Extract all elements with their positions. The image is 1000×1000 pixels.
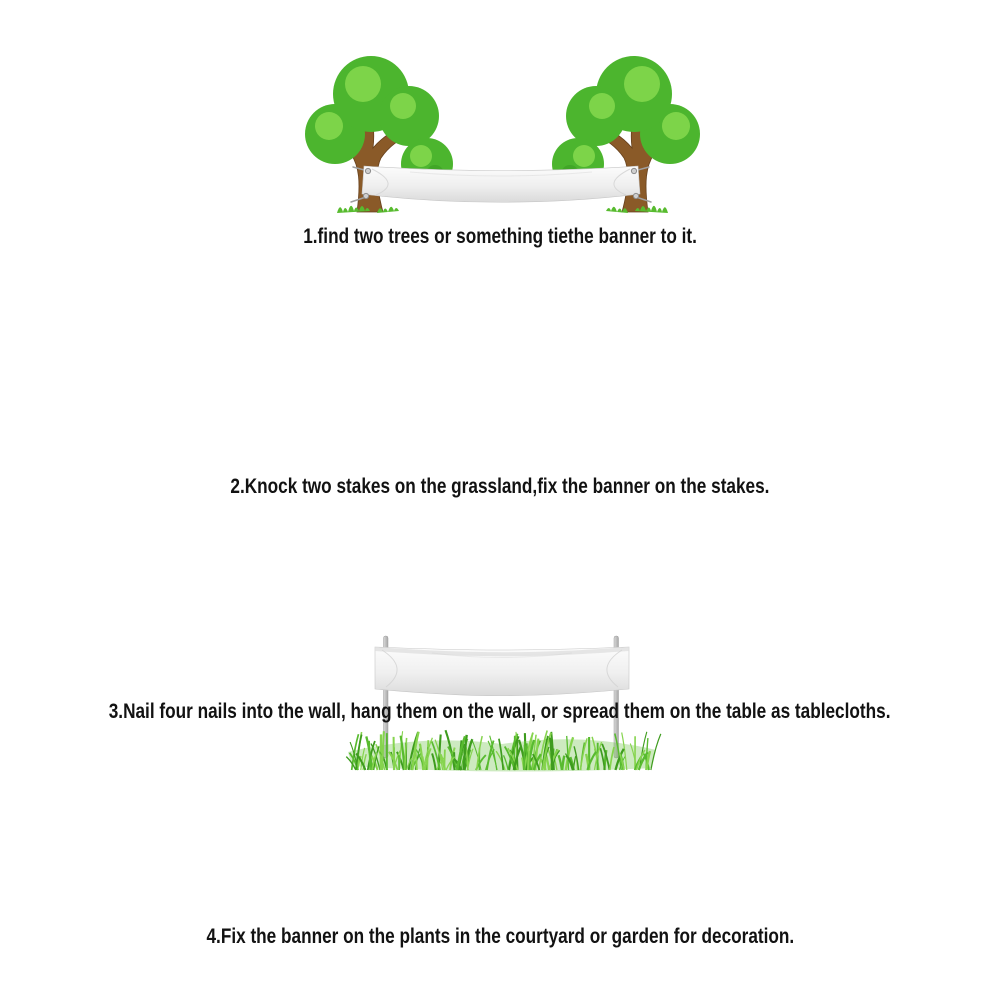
step-3-caption-text: 3.Nail four nails into the wall, hang them on the wall, or spread them on the table as tablecloths.	[109, 699, 891, 723]
step-1-caption-text: 1.find two trees or something tiethe banner to it.	[303, 224, 697, 248]
step-1-illustration	[0, 0, 1000, 220]
step-2-caption	[0, 474, 1000, 498]
step-1-caption	[0, 224, 1000, 248]
step-4-caption-text: 4.Fix the banner on the plants in the courtyard or garden for decoration.	[206, 924, 794, 948]
step-3-caption	[0, 699, 1000, 723]
step-4-illustration	[0, 760, 1000, 905]
step-2-illustration	[0, 310, 1000, 470]
step-3-illustration	[0, 545, 1000, 670]
banner-graphic-trees	[350, 158, 652, 210]
step-2-caption-text: 2.Knock two stakes on the grassland,fix the banner on the stakes.	[230, 474, 770, 498]
step-4-caption	[0, 924, 1000, 948]
